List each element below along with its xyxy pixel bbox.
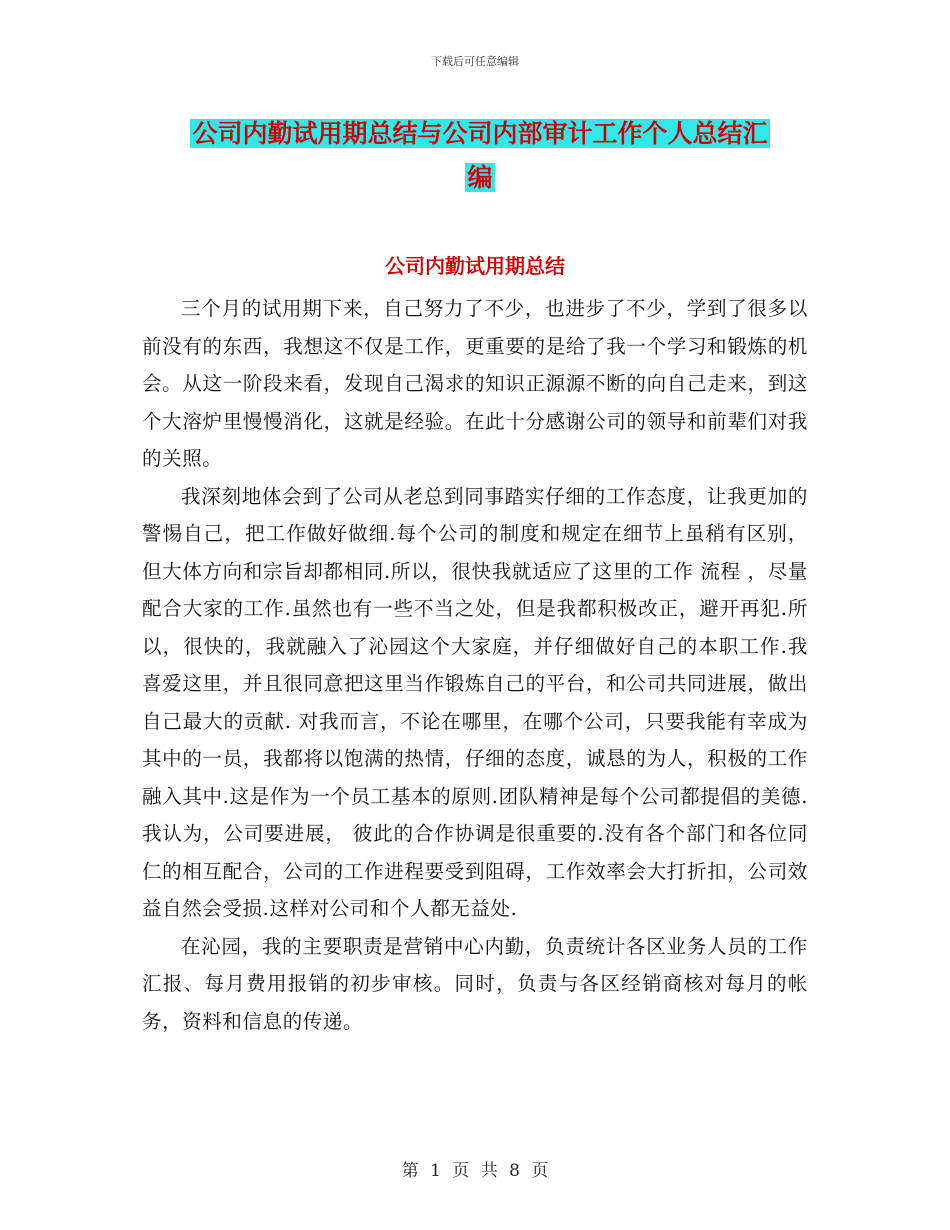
paragraph: 三个月的试用期下来，自己努力了不少，也进步了不少，学到了很多以前没有的东西，我想这不仅是工作，更重要的是给了我一个学习和锻炼的机会。从这一阶段来看，发现自己渴求的知识正源源不断的向自己走来，到这个大溶炉里慢慢消化，这就是经验。在此十分感谢公司的领导和前辈们对我的关照。 [142,297,808,470]
page-number: 第 1 页 共 8 页 [401,1161,549,1181]
document-title-line-1: 公司内勤试用期总结与公司内部审计工作个人总结汇 [192,119,768,148]
section-title: 公司内勤试用期总结 [385,254,565,278]
document-body [142,290,808,1040]
paragraph: 我深刻地体会到了公司从老总到同事踏实仔细的工作态度，让我更加的警惕自己，把工作做好做细.每个公司的制度和规定在细节上虽稍有区别，但大体方向和宗旨却都相同.所以，很快我就适应了这里的工作 流程 ，尽量配合大家的工作.虽然也有一些不当之处，但是我都积极改正，避开再犯.所以，很快的，我就融入了沁园这个大家庭，并仔细做好自己的本职工作.我喜爱这里，并且很同意把这里当作锻炼自己的平台，和公司共同进展，做出自己最大的贡献. 对我而言，不论在哪里，在哪个公司，只要我能有幸成为其中的一员，我都将以饱满的热情，仔细的态度，诚恳的为人，积极的工作融入其中.这是作为一个员工基本的原则.团队精神是每个公司都提倡的美德.我认为，公司要进展， 彼此的合作协调是很重要的.没有各个部门和各位同仁的相互配合，公司的工作进程要受到阻碍，工作效率会大打折扣，公司效益自然会受损.这样对公司和个人都无益处. [142,484,808,920]
document-title [140,112,820,200]
paragraph: 在沁园，我的主要职责是营销中心内勤，负责统计各区业务人员的工作汇报、每月费用报销的初步审核。同时，负责与各区经销商核对每月的帐务，资料和信息的传递。 [142,934,808,1033]
header-note: 下载后可任意编辑 [431,55,519,68]
document-title-line-2: 编 [467,163,493,192]
